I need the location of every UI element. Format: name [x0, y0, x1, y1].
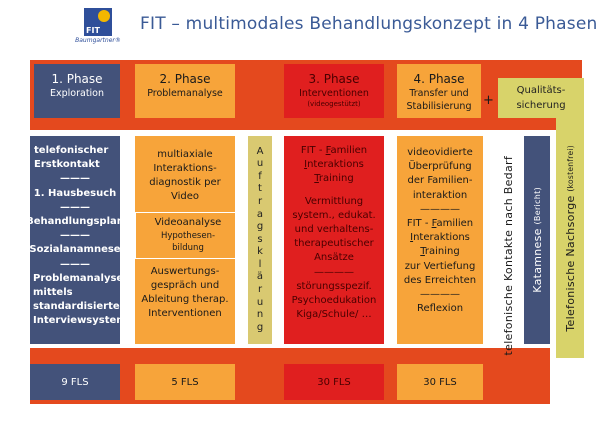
- phase-1-item: telefonischer Erstkontakt: [34, 145, 109, 171]
- auftrag-letter: u: [256, 296, 264, 308]
- auftrag-letter: f: [258, 170, 262, 182]
- phase-4-body: [397, 136, 483, 344]
- page-title: FIT – multimodales Behandlungskonzept in 4 Phasen: [140, 14, 598, 34]
- video-analysis-title: Videoanalyse: [154, 217, 222, 228]
- auftrag-letter: s: [257, 233, 263, 245]
- nachsorge-text: [564, 145, 577, 332]
- phase-4-fit-line-2: [410, 231, 470, 245]
- fls-phase-4: 30 FLS: [397, 364, 483, 400]
- katamnese-column: [524, 136, 550, 344]
- phase-4-fit-rest: zur Vertiefung des Erreichten: [403, 260, 477, 286]
- fit-letter-t: T: [420, 246, 425, 258]
- fit-word-rest: amilien: [330, 145, 368, 156]
- logo-initials: FIT: [86, 26, 100, 35]
- katamnese-label: Katamnese: [530, 228, 544, 293]
- auftrag-letter: n: [256, 309, 264, 321]
- auftrag-letter: r: [257, 284, 263, 296]
- phase-3-middle: Vermittlung system., edukat. und verhaltens-therapeutischer Ansätze: [292, 195, 376, 264]
- phase-4-separator: ————: [420, 203, 460, 215]
- auftrag-letter: r: [257, 195, 263, 207]
- phase-1-item: Sozialanamnese: [29, 244, 121, 256]
- fit-word-rest: nteraktions: [307, 159, 364, 171]
- phase-3-fit-line-1: [301, 144, 367, 158]
- fit-word-rest: amilien: [436, 218, 474, 230]
- nachsorge-column: [556, 118, 584, 358]
- phase-1-item: Behandlungsplan: [26, 216, 124, 228]
- auftrag-letter: u: [256, 158, 264, 170]
- fit-prefix: FIT -: [406, 218, 432, 230]
- phase-3-separator: ————: [314, 266, 354, 278]
- auftrag-letter: k: [257, 246, 263, 258]
- fit-word-rest: raining: [318, 173, 354, 185]
- phase-3-bottom: störungsspezif. Psychoedukation Kiga/Schule/ …: [291, 280, 377, 321]
- phase-1-item: Problemanalyse mittels standardisiertem Interviewsystem: [33, 272, 131, 327]
- video-analysis-box: [135, 212, 241, 259]
- phase-1-separator: ———: [60, 230, 90, 242]
- phase-3-fit-line-2: [304, 158, 364, 172]
- phase-2-top: multiaxiale Interaktions-diagnostik per Video: [149, 149, 221, 202]
- logo-mark-icon: [84, 8, 112, 36]
- phase-1-title: 1. Phase: [51, 72, 103, 86]
- phase-4-separator: ————: [420, 289, 460, 301]
- auftrag-letter: a: [256, 208, 264, 220]
- auftrag-letter: t: [258, 183, 262, 195]
- fit-letter-i: I: [304, 159, 308, 171]
- auftrag-letter: A: [256, 145, 264, 157]
- phase-1-item: 1. Hausbesuch: [33, 187, 117, 199]
- fit-letter-t: T: [314, 173, 319, 185]
- fls-phase-3: 30 FLS: [284, 364, 384, 400]
- phase-3-subtitle: Interventionen: [299, 88, 369, 99]
- quality-box: [498, 78, 584, 118]
- phase-3-fit-line-3: [314, 172, 353, 186]
- phase-1-separator: ———: [60, 173, 90, 185]
- phase-3-body: [284, 136, 384, 344]
- phase-3-title: 3. Phase: [308, 72, 360, 86]
- phase-1-header: [34, 64, 120, 118]
- phase-1-separator: ———: [60, 258, 90, 270]
- katamnese-sub: (Bericht): [532, 187, 542, 225]
- kontakte-column: [496, 136, 520, 376]
- fls-phase-1: 9 FLS: [30, 364, 120, 400]
- fit-prefix: FIT -: [300, 145, 326, 156]
- phase-4-title: 4. Phase: [413, 72, 465, 86]
- auftrag-letter: ä: [256, 271, 264, 283]
- fit-word-rest: raining: [424, 246, 460, 258]
- phase-4-top: videovidierte Überprüfung der Familien-interaktion: [407, 147, 473, 201]
- auftrag-letter: g: [256, 221, 264, 233]
- phase-4-subtitle: Transfer und Stabilisierung: [406, 88, 472, 112]
- fit-letter-i: I: [410, 232, 414, 244]
- phase-1-subtitle: Exploration: [49, 88, 105, 99]
- sun-icon: [98, 10, 110, 22]
- phase-3-extra: (videogestützt): [307, 100, 361, 108]
- auftragsklaerung-column: [248, 136, 272, 344]
- phase-2-subtitle: Problemanalyse: [147, 88, 223, 99]
- quality-label: Qualitäts-sicherung: [516, 85, 566, 111]
- video-analysis-sub: Hypothesen-bildung: [160, 231, 216, 253]
- katamnese-text: [531, 187, 544, 293]
- fit-word-rest: nteraktions: [413, 232, 470, 244]
- nachsorge-label: Telefonische Nachsorge: [563, 195, 577, 332]
- phase-4-fit-line-3: [420, 245, 459, 259]
- auftrag-letter: g: [256, 321, 264, 333]
- phase-4-bottom: Reflexion: [416, 303, 464, 315]
- fit-logo: [74, 8, 120, 48]
- phase-2-header: [135, 64, 235, 118]
- fit-letter-f: F: [325, 145, 331, 156]
- nachsorge-sub: (kostenfrei): [565, 144, 575, 192]
- phase-4-header: [397, 64, 481, 118]
- phase-3-header: [284, 64, 384, 118]
- phase-2-body: [135, 136, 235, 344]
- phase-1-body: [26, 136, 131, 344]
- fit-letter-f: F: [431, 218, 437, 230]
- plus-sign: +: [483, 93, 494, 108]
- phase-4-fit-line-1: [407, 217, 473, 231]
- phase-1-separator: ———: [60, 201, 90, 213]
- auftrag-letter: l: [258, 258, 262, 270]
- phase-2-title: 2. Phase: [159, 72, 211, 86]
- kontakte-label: telefonische Kontakte nach Bedarf: [501, 156, 515, 356]
- fls-phase-2: 5 FLS: [135, 364, 235, 400]
- logo-subtitle: Baumgartner®: [75, 37, 121, 44]
- phase-2-bottom: Auswertungs-gespräch und Ableitung therap. Interventionen: [141, 266, 229, 319]
